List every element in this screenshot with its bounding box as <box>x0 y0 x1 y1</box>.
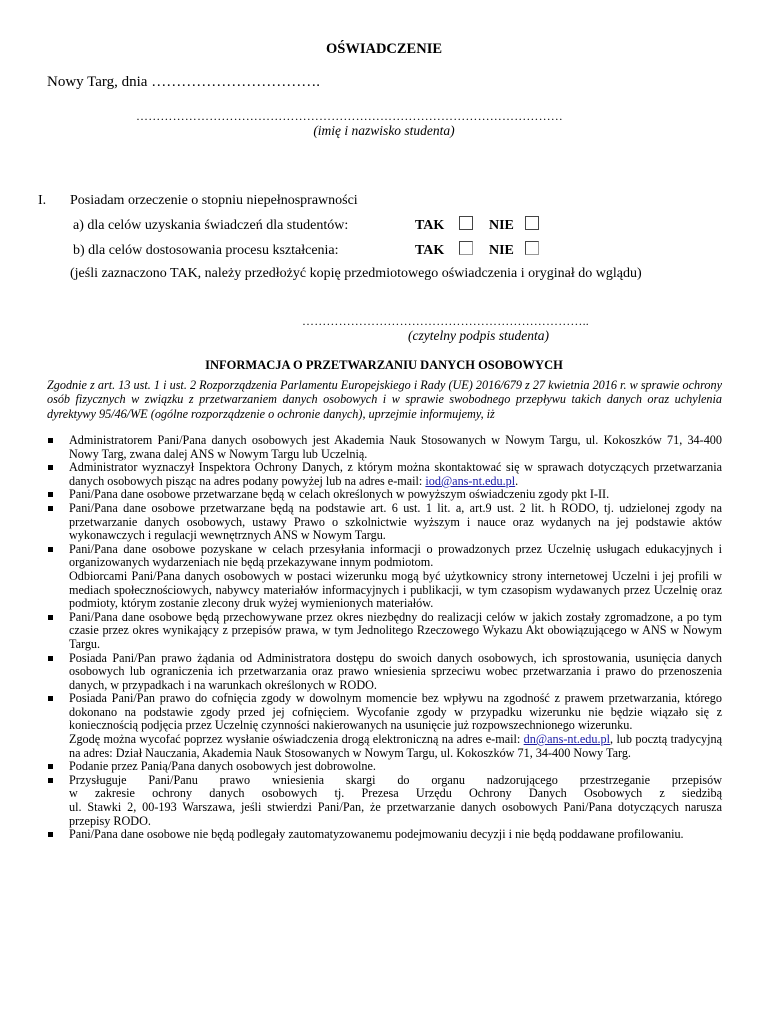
bullet-subparagraph: Odbiorcami Pani/Pana danych osobowych w postaci wizerunku mogą być użytkownicy strony internetowej Uczelni i jej profili w mediach społecznościowych, nabywcy materiałów informacyjnych i publikacji, w tym czasopism wydawanych przez Uczelnię oraz podmioty, którym zostanie zlecony druk wyżej wymienionych materiałów. <box>69 568 722 611</box>
bullet-text: ul. Stawki 2, 00-193 Warszawa, jeśli stwierdzi Pani/Pan, że przetwarzanie danych osobowych Pani/Pana dotyczących narusza przepisy RODO. <box>69 800 722 828</box>
row-b-no-checkbox[interactable] <box>525 241 539 255</box>
list-item <box>47 611 722 652</box>
list-item <box>47 434 722 461</box>
name-caption: (imię i nazwisko studenta) <box>313 123 455 138</box>
bullet-text: Administrator wyznaczył Inspektora Ochrony Danych, z którym można skontaktować się w sprawach dotyczących przetwarzania danych osobowych pisząc na adres podany powyżej lub na adres e-mail: <box>69 460 722 488</box>
row-a-label: a) dla celów uzyskania świadczeń dla studentów: <box>73 218 349 233</box>
bullet-text: w zakresie ochrony danych osobowych tj. Prezesa Urzędu Ochrony Danych Osobowych z siedzibą <box>69 786 722 801</box>
list-item <box>47 692 722 760</box>
bullet-text: Pani/Pana dane osobowe przetwarzane będą na podstawie art. 6 ust. 1 lit. a, art.9 ust. 2 lit. h RODO, tj. udzielonej zgody na przetwarzanie danych osobowych, ustawy Prawo o szkolnictwie wyższym i nauce oraz wydanych na jej podstawie aktów wykonawczych i regulacji wewnętrznych ANS w Nowym Targu. <box>69 500 722 543</box>
place-date-line: Nowy Targ, dnia ……………………………. <box>47 74 320 90</box>
list-item <box>47 543 722 611</box>
signature-caption: (czytelny podpis studenta) <box>408 328 549 343</box>
bullet-square-icon <box>48 547 53 552</box>
bullet-text: . <box>515 473 519 488</box>
bullet-square-icon <box>48 465 53 470</box>
bullet-square-icon <box>48 832 53 837</box>
attachment-note: (jeśli zaznaczono TAK, należy przedłożyć kopię przedmiotowego oświadczenia i oryginał do wglądu) <box>70 266 642 281</box>
dn-email-link[interactable]: dn@ans-nt.edu.pl <box>523 732 611 747</box>
bullet-text: Pani/Pana dane osobowe nie będą podlegały zautomatyzowanemu podejmowaniu decyzji i nie będą poddawane profilowaniu. <box>69 827 684 842</box>
bullet-square-icon <box>48 764 53 769</box>
row-b-yes-label: TAK <box>415 243 445 258</box>
bullet-square-icon <box>48 656 53 661</box>
row-b-yes-checkbox[interactable] <box>459 241 473 255</box>
row-b-no-label: NIE <box>489 243 514 258</box>
bullet-text: Posiada Pani/Pan prawo do cofnięcia zgody w dowolnym momencie bez wpływu na zgodność z prawem przetwarzania, którego dokonano na podstawie zgody przed jej cofnięciem. Wycofanie zgody w przypadku wizerunku nie będzie wiązało się z koniecznością podjęcia przez Uczelnię czynności nakierowanych na usunięcie już rozpowszechnionego wizerunku. <box>69 691 722 733</box>
section-number: I. <box>38 193 47 208</box>
row-b-label: b) dla celów dostosowania procesu kształcenia: <box>73 243 339 258</box>
section-heading: Posiadam orzeczenie o stopniu niepełnosprawności <box>70 193 358 208</box>
list-item <box>47 652 722 693</box>
bullet-square-icon <box>48 778 53 783</box>
list-item <box>47 774 722 828</box>
list-item <box>47 461 722 488</box>
row-a-yes-label: TAK <box>415 218 445 233</box>
list-item <box>47 760 722 774</box>
info-bullet-list <box>47 434 722 842</box>
row-a-no-checkbox[interactable] <box>525 216 539 230</box>
bullet-text: Zgodę można wycofać poprzez wysłanie oświadczenia drogą elektroniczną na adres e-mail: <box>69 732 524 747</box>
row-a-no-label: NIE <box>489 218 514 233</box>
bullet-square-icon <box>48 615 53 620</box>
bullet-square-icon <box>48 438 53 443</box>
bullet-text: Posiada Pani/Pan prawo żądania od Administratora dostępu do swoich danych osobowych, ich sprostowania, usunięcia danych osobowych lub ograniczenia ich przetwarzania oraz prawo wniesienia sprzeciwu wobec przetwarzania i prawo do przenoszenia danych, w przypadkach i na warunkach określonych w RODO. <box>69 650 722 692</box>
bullet-text: Administratorem Pani/Pana danych osobowych jest Akademia Nauk Stosowanych w Nowym Targu, ul. Kokoszków 71, 34-400 Nowy Targ, zwana dalej ANS w Nowym Targu lub Uczelnią. <box>69 433 722 461</box>
document-title: OŚWIADCZENIE <box>325 41 443 57</box>
row-a-yes-checkbox[interactable] <box>459 216 473 230</box>
signature-dotted-line: …………………………………………………………….. <box>302 314 589 328</box>
bullet-square-icon <box>48 506 53 511</box>
bullet-text: Przysługuje Pani/Panu prawo wniesienia skargi do organu nadzorującego przestrzeganie przepisów <box>69 772 722 787</box>
bullet-square-icon <box>48 492 53 497</box>
bullet-text: Pani/Pana dane osobowe przetwarzane będą w celach określonych w powyższym oświadczeniu zgody pkt I-II. <box>69 487 610 502</box>
bullet-text: Pani/Pana dane osobowe pozyskane w celach przesyłania informacji o prowadzonych przez Uczelnię usługach edukacyjnych i organizowanych wydarzeniach nie będą przekazywane innym podmiotom. <box>69 541 722 570</box>
bullet-text: Podanie przez Panią/Pana danych osobowych jest dobrowolne. <box>69 759 376 774</box>
list-item <box>47 488 722 502</box>
list-item <box>47 828 722 842</box>
name-dotted-line: …………………………………………………………………………………………… <box>136 109 563 123</box>
iod-email-link[interactable]: iod@ans-nt.edu.pl <box>425 473 516 488</box>
info-heading: INFORMACJA O PRZETWARZANIU DANYCH OSOBOWYCH <box>205 358 563 372</box>
list-item <box>47 502 722 543</box>
info-intro: Zgodnie z art. 13 ust. 1 i ust. 2 Rozporządzenia Parlamentu Europejskiego i Rady (UE) 2016/679 z 27 kwietnia 2016 r. w sprawie ochrony osób fizycznych w związku z przetwarzaniem danych osobowych i w sprawie swobodnego przepływu takich danych oraz uchylenia dyrektywy 95/46/WE (ogólne rozporządzenie o ochronie danych), uprzejmie informujemy, iż <box>47 378 722 421</box>
bullet-text: , lub pocztą tradycyjną na adres: Dział Nauczania, Akademia Nauk Stosowanych w Nowym Targu, ul. Kokoszków 71, 34-400 Nowy Targ. <box>69 732 723 760</box>
bullet-square-icon <box>48 696 53 701</box>
bullet-text: Pani/Pana dane osobowe będą przechowywane przez okres niezbędny do realizacji celów w jakich zostały zgromadzone, a po tym czasie przez okres wynikający z przepisów prawa, w tym Jednolitego Rzeczowego Wykazu Akt obowiązującego w ANS w Nowym Targu. <box>69 609 722 651</box>
bullet-subparagraph <box>69 733 722 760</box>
